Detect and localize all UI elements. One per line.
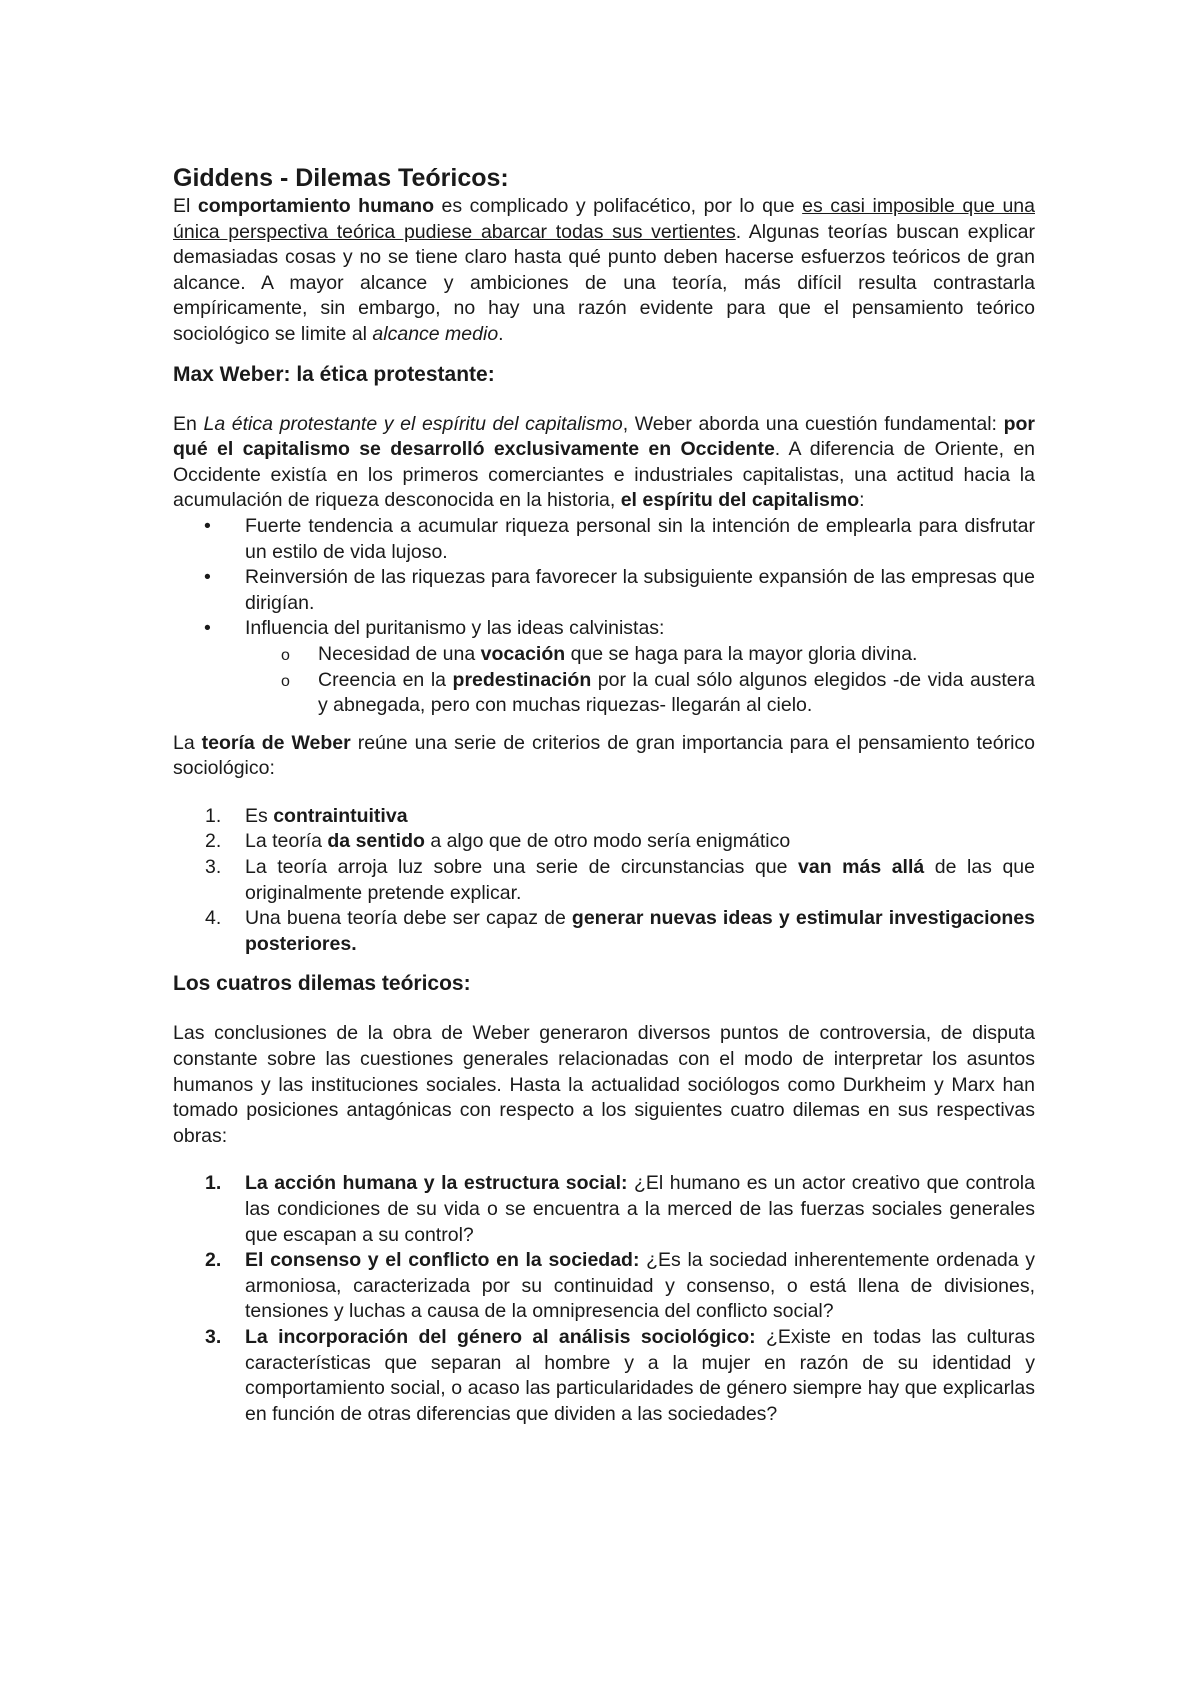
weber-p2-text-2: reúne una serie de criterios de gran importancia para el pensamiento teórico sociológico: bbox=[173, 731, 1036, 780]
sub-list-item bbox=[173, 668, 1035, 719]
weber-p1-text-2: , Weber aborda una cuestión fundamental: bbox=[622, 412, 1004, 435]
sub-text: Creencia en la bbox=[318, 668, 453, 691]
item-text: ¿El humano es un actor creativo que controla las condiciones de su vida o se encuentra a la merced de las fuerzas sociales generales que escapan a su control? bbox=[245, 1172, 1035, 1246]
weber-p1-text-4: : bbox=[859, 489, 865, 512]
list-number: 1. bbox=[205, 804, 222, 827]
weber-bullet-list bbox=[173, 514, 1035, 719]
bullet-text: Fuerte tendencia a acumular riqueza personal sin la intención de emplearla para disfrutar un estilo de vida lujoso. bbox=[245, 514, 1035, 563]
item-text: de las que originalmente pretende explicar. bbox=[245, 856, 1035, 904]
spacer bbox=[173, 1149, 1035, 1171]
sub-text: Necesidad de una bbox=[318, 642, 481, 665]
spacer bbox=[173, 719, 1035, 731]
item-text: ¿Existe en todas las culturas características que separan al hombre y a la mujer en razón de su identidad y comportamiento social, o acaso las particularidades de género siempre hay que explicarlas en función de otras diferencias que dividen a las sociedades? bbox=[245, 1325, 1035, 1425]
item-bold: van más allá bbox=[798, 856, 925, 879]
weber-p1-text-3: . A diferencia de Oriente, en Occidente existía en los primeros comerciantes e industriales capitalistas, una actitud hacia la acumulación de riqueza desconocida en la historia, bbox=[173, 438, 1036, 512]
weber-p2-text-1: La bbox=[173, 731, 202, 754]
intro-paragraph bbox=[173, 194, 1035, 348]
weber-p1-bold-2: el espíritu del capitalismo bbox=[620, 489, 860, 512]
list-item bbox=[173, 514, 1035, 565]
item-bold: El consenso y el conflicto en la sociedad: bbox=[245, 1249, 640, 1272]
bullet-text: Reinversión de las riquezas para favorecer la subsiguiente expansión de las empresas que dirigían. bbox=[245, 566, 1035, 614]
bullet-icon: • bbox=[204, 566, 211, 589]
sub-bold: vocación bbox=[480, 642, 566, 665]
list-number: 3. bbox=[205, 856, 222, 879]
intro-italic: alcance medio bbox=[372, 322, 499, 345]
bullet-icon: • bbox=[204, 514, 211, 537]
list-number: 1. bbox=[205, 1172, 222, 1195]
item-text: ¿Es la sociedad inherentemente ordenada y armoniosa, caracterizada por su continuidad y consenso, o está llena de divisiones, tensiones y luchas a causa de la omnipresencia del conflicto social? bbox=[245, 1249, 1035, 1323]
item-text: Una buena teoría debe ser capaz de bbox=[245, 907, 572, 930]
list-item bbox=[173, 855, 1035, 906]
bullet-text: Influencia del puritanismo y las ideas calvinistas: bbox=[245, 617, 665, 640]
weber-sub-list bbox=[245, 642, 1035, 719]
sub-text: por la cual sólo algunos elegidos -de vida austera y abnegada, pero con muchas riquezas- llegarán al cielo. bbox=[318, 668, 1035, 717]
section-heading-weber: Max Weber: la ética protestante: bbox=[173, 362, 495, 386]
weber-p1-text-1: En bbox=[173, 412, 204, 435]
weber-criteria-list bbox=[173, 804, 1035, 958]
intro-bold-1: comportamiento humano bbox=[197, 195, 435, 217]
weber-paragraph-1 bbox=[173, 412, 1035, 514]
intro-text-4: . bbox=[498, 322, 504, 345]
weber-p1-italic: La ética protestante y el espíritu del capitalismo bbox=[203, 412, 623, 435]
bullet-icon: • bbox=[204, 617, 211, 640]
spacer bbox=[173, 348, 1035, 360]
spacer bbox=[173, 999, 1035, 1021]
list-number: 2. bbox=[205, 1249, 222, 1272]
spacer bbox=[173, 782, 1035, 804]
list-item bbox=[173, 616, 1035, 718]
section-heading-dilemas: Los cuatros dilemas teóricos: bbox=[173, 972, 471, 996]
list-item bbox=[173, 1171, 1035, 1248]
list-item bbox=[173, 565, 1035, 616]
list-item bbox=[173, 804, 1035, 830]
item-text: a algo que de otro modo sería enigmático bbox=[424, 830, 791, 853]
item-bold: da sentido bbox=[327, 830, 425, 853]
spacer bbox=[173, 390, 1035, 412]
circle-bullet-icon: o bbox=[281, 672, 290, 690]
spacer bbox=[173, 957, 1035, 969]
intro-underlined: es casi imposible que una única perspectiva teórica pudiese abarcar todas sus vertientes bbox=[173, 195, 1035, 243]
weber-p2-bold: teoría de Weber bbox=[201, 731, 351, 754]
list-item bbox=[173, 829, 1035, 855]
list-number: 4. bbox=[205, 907, 222, 930]
weber-paragraph-2 bbox=[173, 731, 1035, 782]
dilemas-list bbox=[173, 1171, 1035, 1427]
item-bold: La acción humana y la estructura social: bbox=[245, 1172, 628, 1195]
item-text: La teoría arroja luz sobre una serie de circunstancias que bbox=[245, 856, 799, 879]
list-number: 3. bbox=[205, 1325, 222, 1348]
list-item bbox=[173, 1248, 1035, 1325]
circle-bullet-icon: o bbox=[281, 646, 290, 664]
sub-bold: predestinación bbox=[452, 668, 592, 691]
dilemas-paragraph: Las conclusiones de la obra de Weber generaron diversos puntos de controversia, de disputa constante sobre las cuestiones generales relacionadas con el modo de interpretar los asuntos humanos y las instituciones sociales. Hasta la actualidad sociólogos como Durkheim y Marx han tomado posiciones antagónicas con respecto a los siguientes cuatro dilemas en sus respectivas obras: bbox=[173, 1022, 1035, 1147]
list-number: 2. bbox=[205, 830, 222, 853]
item-text: Es bbox=[245, 804, 274, 827]
weber-p1-bold-1: por qué el capitalismo se desarrolló exclusivamente en Occidente bbox=[173, 412, 1035, 461]
sub-text: que se haga para la mayor gloria divina. bbox=[565, 642, 918, 665]
item-bold: contraintuitiva bbox=[273, 804, 408, 827]
intro-text-1: El bbox=[173, 195, 198, 217]
list-item bbox=[173, 1325, 1035, 1427]
item-bold: La incorporación del género al análisis sociológico: bbox=[245, 1325, 756, 1348]
item-text: La teoría bbox=[245, 830, 328, 853]
sub-list-item bbox=[173, 642, 1035, 668]
intro-text-3: . Algunas teorías buscan explicar demasiadas cosas y no se tiene claro hasta qué punto deben hacerse esfuerzos teóricos de gran alcance. A mayor alcance y ambiciones de una teoría, más difícil resulta contrastarla empíricamente, sin embargo, no hay una razón evidente para que el pensamiento teórico sociológico se limite al bbox=[173, 220, 1035, 345]
item-bold: generar nuevas ideas y estimular investigaciones posteriores. bbox=[245, 907, 1035, 955]
intro-text-2: es complicado y polifacético, por lo que bbox=[434, 195, 803, 217]
document-title: Giddens - Dilemas Teóricos: bbox=[173, 164, 509, 192]
list-item bbox=[173, 906, 1035, 957]
